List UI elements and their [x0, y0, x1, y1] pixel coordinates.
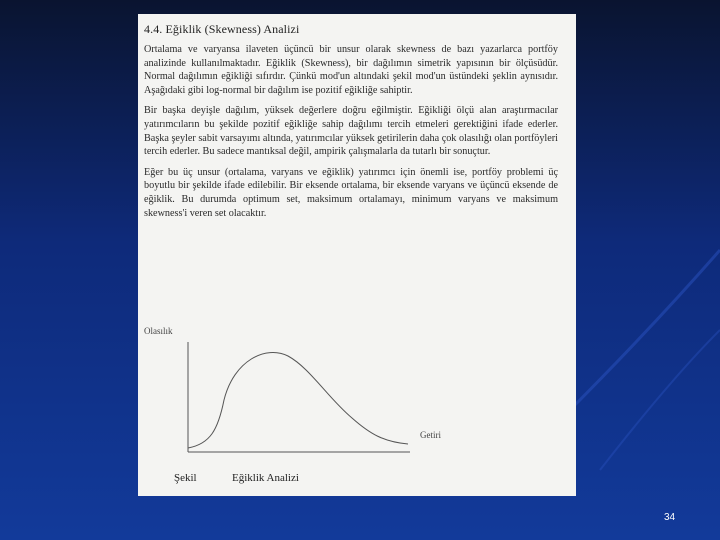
- section-heading: 4.4. Eğiklik (Skewness) Analizi: [144, 22, 300, 36]
- y-axis-label: Olasılık: [144, 326, 173, 336]
- skewness-figure: [138, 320, 576, 496]
- figure-caption-title: Eğiklik Analizi: [232, 472, 299, 484]
- distribution-plot: [138, 320, 576, 496]
- figure-caption-label: Şekil: [174, 472, 197, 484]
- paragraph-2: Bir başka deyişle dağılım, yüksek değerlere doğru eğilmiştir. Eğikliği ölçü alan araştırmacılar yatırımcıların bu şekilde pozitif eğikliğe sahip dağılımı tercih etmeleri gerektiğini ifade ederler. Başka şeyler sabit varsayımı altında, yatırımcılar yüksek getirilerin daha çok olasılığı olan portföyleri tercih ederler. Bu sadece mantıksal değil, ampirik çalışmalarla da tutarlı bir sonuçtur.: [144, 105, 558, 158]
- slide-number: 34: [664, 512, 676, 523]
- paragraph-3: Eğer bu üç unsur (ortalama, varyans ve eğiklik) yatırımcı için önemli ise, portföy problemi üç boyutlu bir şekilde ifade edilebilir. Bir eksende ortalama, bir eksende varyans ve üçüncü eksende de eğiklik. Bu durumda optimum set, maksimum ortalamayı, minimum varyans ve maksimum skewness'i veren set olacaktır.: [144, 166, 558, 219]
- paragraph-1: Ortalama ve varyansa ilaveten üçüncü bir unsur olarak skewness de bazı yazarlarca portföy analizinde kullanılmaktadır. Eğiklik (Skewness), bir dağılımın simetrik yapısının bir ölçüsüdür. Normal dağılımın eğikliği sıfırdır. Çünkü mod'un altındaki şekil mod'un üstündeki şeklin aynısıdır. Aşağıdaki gibi log-normal bir dağılım ise pozitif eğikliğe sahiptir.: [144, 44, 558, 96]
- x-axis-label: Getiri: [420, 430, 441, 440]
- skewed-distribution-curve: [188, 353, 408, 448]
- document-page: [138, 14, 576, 496]
